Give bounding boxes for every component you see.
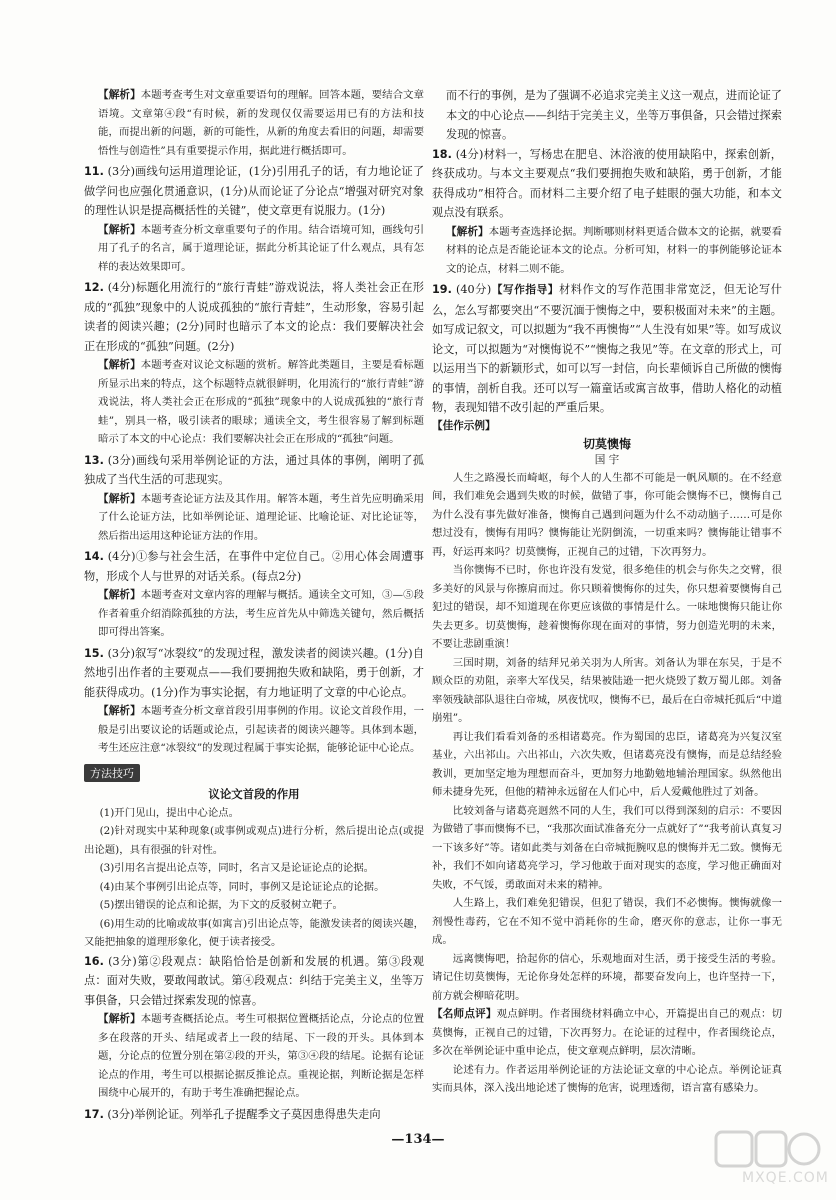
analysis-text: 本题考查论证方法及其作用。解答本题，考生首先应明确采用了什么论证方法，比如举例论证、道理论证、比喻论证、对比论证等，然后指出运用这种论证方法的作用。 <box>98 492 425 542</box>
analysis-tag: 【解析】 <box>98 705 141 717</box>
analysis-tag: 【解析】 <box>98 492 141 505</box>
analysis-tag: 【解析】 <box>446 225 489 238</box>
analysis-tag: 【解析】 <box>98 1013 141 1025</box>
analysis-text: 本题考查对议论文标题的赏析。解答此类题目，主要是看标题所显示出来的特点，这个标题特点就很鲜明，化用流行的“旅行青蛙”游戏说法，将人类社会正在形成的“孤独”现象中的人说成孤独的“旅行青蛙”，别具一格，吸引读者的眼球；通读全文，考生很容易了解到标题暗示了本文的中心论点：我们要解决社会正在形成的“孤独”问题。 <box>98 359 425 445</box>
right-column <box>432 86 782 1098</box>
question-number: 16. <box>84 954 104 968</box>
answer-text: (3分)画线句采用举例论证的方法，通过具体的事例，阐明了孤独成了当代生活的可悲现实。 <box>84 453 424 486</box>
question-number: 15. <box>84 646 104 660</box>
analysis-text: 本题考查选择论据。判断哪则材料更适合做本文的论据，就要看材料的论点是否能论证本文的论点。分析可知，材料一的事例能够论证本文的论点，材料二则不能。 <box>446 225 783 275</box>
left-column <box>84 86 424 1124</box>
method-section <box>84 760 424 952</box>
answer-14 <box>84 547 424 586</box>
analysis-15 <box>84 702 424 758</box>
essay-title: 切莫懊悔 <box>582 436 631 451</box>
watermark-text: MXQE.COM <box>742 1170 829 1186</box>
method-item: (2)针对现实中某种现象(或事例或观点)进行分析，然后提出论点(或提出论题)，具有很强的针对性。 <box>84 825 424 856</box>
analysis-12 <box>84 356 424 449</box>
question-number: 19. <box>432 283 452 296</box>
watermark-icon <box>712 1128 824 1172</box>
essay-author: 国 宇 <box>594 453 620 466</box>
analysis-text: 本题考查分析文章重要句子的作用。结合语境可知，画线句引用了孔子的名言，属于道理论证，据此分析其论证了什么观点，具有怎样的表达效果即可。 <box>98 223 425 273</box>
answer-18 <box>432 145 782 223</box>
analysis-14 <box>84 586 424 642</box>
method-item: (6)用生动的比喻或故事(如寓言)引出论点等，能激发读者的阅读兴趣，又能把抽象的道理形象化，便于读者接受。 <box>84 917 424 948</box>
answer-text: (3分)叙写“冰裂纹”的发现过程，激发读者的阅读兴趣。(1分)自然地引出作者的主要观点——我们要拥抱失败和缺陷，勇于创新，才能获得成功。(1分)作为事实论据，有力地证明了文章的中心论点。 <box>84 646 425 699</box>
teacher-comment-2: 论述有力。作者运用举例论证的方法论证文章的中心论点。举例论证真实而具体，深入浅出地论述了懊悔的危害，说理透彻，语言富有感染力。 <box>432 1063 782 1094</box>
method-badge: 方法技巧 <box>84 764 140 782</box>
method-title: 议论文首段的作用 <box>208 786 300 801</box>
writing-guide-tag: 【写作指导】 <box>491 284 559 296</box>
question-number: 13. <box>84 453 104 467</box>
answer-text: (4分)材料一，写杨忠在肥皂、沐浴液的使用缺陷中，探索创新，终获成功。与本文主要观点“我们要拥抱失败和缺陷，勇于创新，才能获得成功”相符合。而材料二主要介绍了电子蛙眼的强大功能，和本文观点没有联系。 <box>432 147 782 219</box>
analysis-text: 本题考查概括论点。考生可根据位置概括论点，分论点的位置多在段落的开头、结尾或者上一段的结尾、下一段的开头。具体到本题，分论点的位置分别在第②段的开头，第③④段的结尾。论据有论证论点的作用，考生可以根据论据反推论点。重视论据，判断论据是怎样围绕中心展开的，有助于考生准确把握论点。 <box>98 1013 425 1099</box>
answer-17-continued: 而不行的事例，是为了强调不必追求完美主义这一观点，进而论证了本文的中心论点——纠结于完美主义，坐等万事俱备，只会错过探索发现的惊喜。 <box>446 89 782 141</box>
analysis-tag: 【解析】 <box>98 359 141 371</box>
analysis-text: 本题考查分析文章首段引用事例的作用。议论文首段作用，一般是引出要议论的话题或论点，引起读者的阅读兴趣等。具体到本题，考生还应注意“冰裂纹”的发现过程属于事实论据，能够论证中心论点。 <box>98 705 425 754</box>
answer-16 <box>84 952 424 1011</box>
comment-text: 观点鲜明。作者围绕材料确立中心，开篇提出自己的观点：切莫懊悔，正视自己的过错，下次再努力。在论证的过程中，作者围绕论点，多次在举例论证中重申论点，使文章观点鲜明，层次清晰。 <box>432 1008 783 1057</box>
essay-paragraph: 人生之路漫长而崎岖，每个人的人生都不可能是一帆风顺的。在不经意间，我们难免会遇到失败的时候，做错了事，你可能会懊悔不已，懊悔自己为什么没有事先做好准备，懊悔自己遇到问题为什么不动动脑子……可是你想过没有，懊悔有用吗？懊悔能让光阴倒流，一切重来吗？懊悔能让错事不再，好运再来吗？切莫懊悔，正视自己的过错，下次再努力。 <box>432 471 782 558</box>
example-tag: 【佳作示例】 <box>432 419 496 432</box>
comment-tag: 【名师点评】 <box>432 1008 497 1020</box>
answer-text: (4分)标题化用流行的“旅行青蛙”游戏说法，将人类社会正在形成的“孤独”现象中的人说成孤独的“旅行青蛙”，生动形象，容易引起读者的阅读兴趣；(2分)同时也暗示了本文的论点：我们要解决社会正在形成的“孤独”问题。(2分) <box>84 281 424 353</box>
method-item: (3)引用名言提出论点等，同时，名言又是论证论点的论据。 <box>99 862 375 874</box>
essay-paragraph: 当你懊悔不已时，你也许没有发觉，很多绝佳的机会与你失之交臂，很多美好的风景与你擦肩而过。你只顾着懊悔你的过失，你只想着要懊悔自己犯过的错误，却不知道现在你更应该做的事情是什么。一味地懊悔只能让你失去更多。切莫懊悔，趁着懊悔你现在面对的事情，努力创造光明的未来，不要让悲剧重演！ <box>432 564 782 650</box>
essay-paragraph: 三国时期，刘备的结拜兄弟关羽为人所害。刘备认为罪在东吴，于是不顾众臣的劝阻，亲率大军伐吴，结果被陆逊一把火烧毁了数万蜀儿郎。刘备率领残缺部队退往白帝城，夙夜忧叹，懊悔不已，最后在白帝城托孤后“中道崩殂”。 <box>432 656 782 724</box>
analysis-tag: 【解析】 <box>98 223 141 236</box>
answer-11 <box>84 162 424 221</box>
essay-paragraph: 比较刘备与诸葛亮迥然不同的人生，我们可以得到深刻的启示：不要因为做错了事而懊悔不已，“我那次面试准备充分一点就好了”“我考前认真复习一下该多好”等。诸如此类与刘备在白帝城扼腕叹息的懊悔并无二致。懊悔无补，我们不如向诸葛亮学习，学习他敢于面对现实的态度，学习他正确面对失败，不气馁，勇敢面对未来的精神。 <box>432 804 782 891</box>
analysis-tag: 【解析】 <box>98 589 141 601</box>
analysis-13 <box>84 490 424 546</box>
question-number: 11. <box>84 165 104 178</box>
teacher-comment <box>432 1005 782 1061</box>
essay-paragraph: 远离懊悔吧，拾起你的信心，乐观地面对生活，勇于接受生活的考验。请记住切莫懊悔，无论你身处怎样的环境，都要奋发向上，也许坚持一下，前方就会柳暗花明。 <box>432 952 782 1002</box>
example-essay <box>432 435 782 1006</box>
method-item: (5)摆出错误的论点和论据，为下文的反驳树立靶子。 <box>99 899 343 911</box>
question-number: 12. <box>84 281 104 294</box>
method-item: (4)由某个事例引出论点等，同时，事例又是论证论点的论据。 <box>99 880 385 893</box>
analysis-16 <box>84 1010 424 1103</box>
answer-17 <box>84 1105 424 1125</box>
answer-text: (3分)第②段观点：缺陷恰恰是创新和发展的机遇。第③段观点：面对失败，要敢闯敢试。第④段观点：纠结于完美主义，坐等万事俱备，只会错过探索发现的惊喜。 <box>84 954 424 1007</box>
watermark-logo <box>712 1128 829 1192</box>
analysis-11 <box>84 221 424 277</box>
page-number: —134— <box>391 1132 445 1147</box>
essay-paragraph: 再让我们看看刘备的丞相诸葛亮。作为蜀国的忠臣，诸葛亮为兴复汉室基业，六出祁山。六出祁山，六次失败，但诸葛亮没有懊悔，而是总结经验教训，更加坚定地为理想而奋斗，更加努力地勤勉地辅治理国家。纵然他出师未捷身先死，但他的精神永远留在人们心中，后人爱戴他胜过了刘备。 <box>432 730 782 798</box>
answer-text: 材料作文的写作范围非常宽泛，但无论写什么，怎么写都要突出“不要沉湎于懊悔之中，要积极面对未来”的主题。如写成记叙文，可以拟题为“我不再懊悔”“人生没有如果”等。如写成议论文，可以拟题为“对懊悔说不”“懊悔之我见”等。在文章的形式上，可以运用当下的新颖形式，如可以写一封信，向长辈倾诉自己所做的懊悔的事情，剖析自我。还可以写一篇童话或寓言故事，借助人格化的动植物，表现知错不改引起的严重后果。 <box>432 283 782 414</box>
answer-15 <box>84 644 424 703</box>
analysis-10 <box>84 86 424 160</box>
method-item: (1)开门见山，提出中心论点。 <box>99 806 239 819</box>
answer-text: (3分)举例论证。列举孔子提醒季文子莫因患得患失走向 <box>107 1107 381 1121</box>
answer-13 <box>84 451 424 490</box>
answer-12 <box>84 278 424 356</box>
analysis-18 <box>432 223 782 279</box>
essay-paragraph: 人生路上，我们难免犯错误，但犯了错误，我们不必懊悔。懊悔就像一剂慢性毒药，它在不知不觉中消耗你的生命，磨灭你的意志，让你一事无成。 <box>432 897 782 946</box>
score: (40分) <box>455 283 492 296</box>
question-number: 17. <box>84 1107 104 1121</box>
analysis-tag: 【解析】 <box>98 89 141 101</box>
answer-19 <box>432 280 782 418</box>
answer-text: (4分)①参与社会生活，在事件中定位自己。②用心体会周遭事物，形成个人与世界的对话关系。(每点2分) <box>84 550 424 583</box>
answer-text: (3分)画线句运用道理论证，(1分)引用孔子的话，有力地论证了做学问也应强化贯通意识，(1分)从而论证了分论点“增强对研究对象的理性认识是提高概括性的关键”，使文章更有说服力。(1分) <box>84 165 425 217</box>
method-list <box>84 804 424 952</box>
question-number: 14. <box>84 550 104 563</box>
analysis-text: 本题考查考生对文章重要语句的理解。回答本题，要结合文章语境。文章第④段“有时候，新的发现仅仅需要运用已有的方法和技能，而提出新的问题，新的可能性，从新的角度去看旧的问题，却需要悟性与创造性”具有重要提示作用，据此进行概括即可。 <box>98 89 425 157</box>
analysis-text: 本题考查对文章内容的理解与概括。通读全文可知，③—⑤段作者着重介绍消除孤独的方法，考生应首先从中筛选关键句，然后概括即可得出答案。 <box>98 589 425 638</box>
question-number: 18. <box>432 147 452 161</box>
